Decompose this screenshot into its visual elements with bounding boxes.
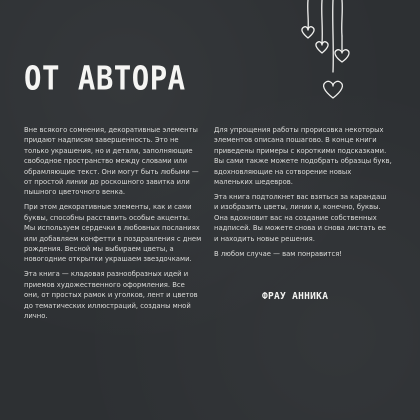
page-title: ОТ АВТОРА	[24, 58, 186, 98]
paragraph: Для упрощения работы прорисовка некоторых элементов описана пошагово. В конце книги приведены примеры с короткими подсказками. Вы сами также можете подобрать образцы букв, вдохновляющие на сотворение новых маленьких шедевров.	[214, 126, 392, 187]
hanging-hearts-icon	[290, 0, 360, 110]
author-signature: ФРАУ АННИКА	[262, 291, 329, 302]
paragraph: Эта книга подтолкнет вас взяться за карандаш и изобразить цветы, линии и, конечно, буквы. Она вдохновит вас на создание собственных надписей. Вы можете снова и снова листать ее и находить новые решения.	[214, 193, 387, 243]
left-text-column	[24, 125, 202, 326]
paragraph: В любом случае — вам понравится!	[214, 249, 343, 258]
paragraph: При этом декоративные элементы, как и сами буквы, способны расставить особые акценты. Мы используем сердечки в любовных посланиях или добавляем конфетти в поздравления с днем рождения. Весной мы выбираем цветы, а новогодние открытки украшаем звездочками.	[24, 203, 202, 264]
paragraph: Вне всякого сомнения, декоративные элементы придают надписям завершенность. Это не только украшения, но и детали, заполняющие свободное пространство между словами или обрамляющие текст. Они могут быть любыми — от простой линии до роскошного завитка или пышного цветочного венка.	[24, 126, 199, 197]
paragraph: Эта книга — кладовая разнообразных идей и приемов художественного оформления. Все они, от простых рамок и уголков, лент и цветов до тематических иллюстраций, созданы мной лично.	[24, 270, 198, 321]
right-text-column	[214, 125, 392, 264]
